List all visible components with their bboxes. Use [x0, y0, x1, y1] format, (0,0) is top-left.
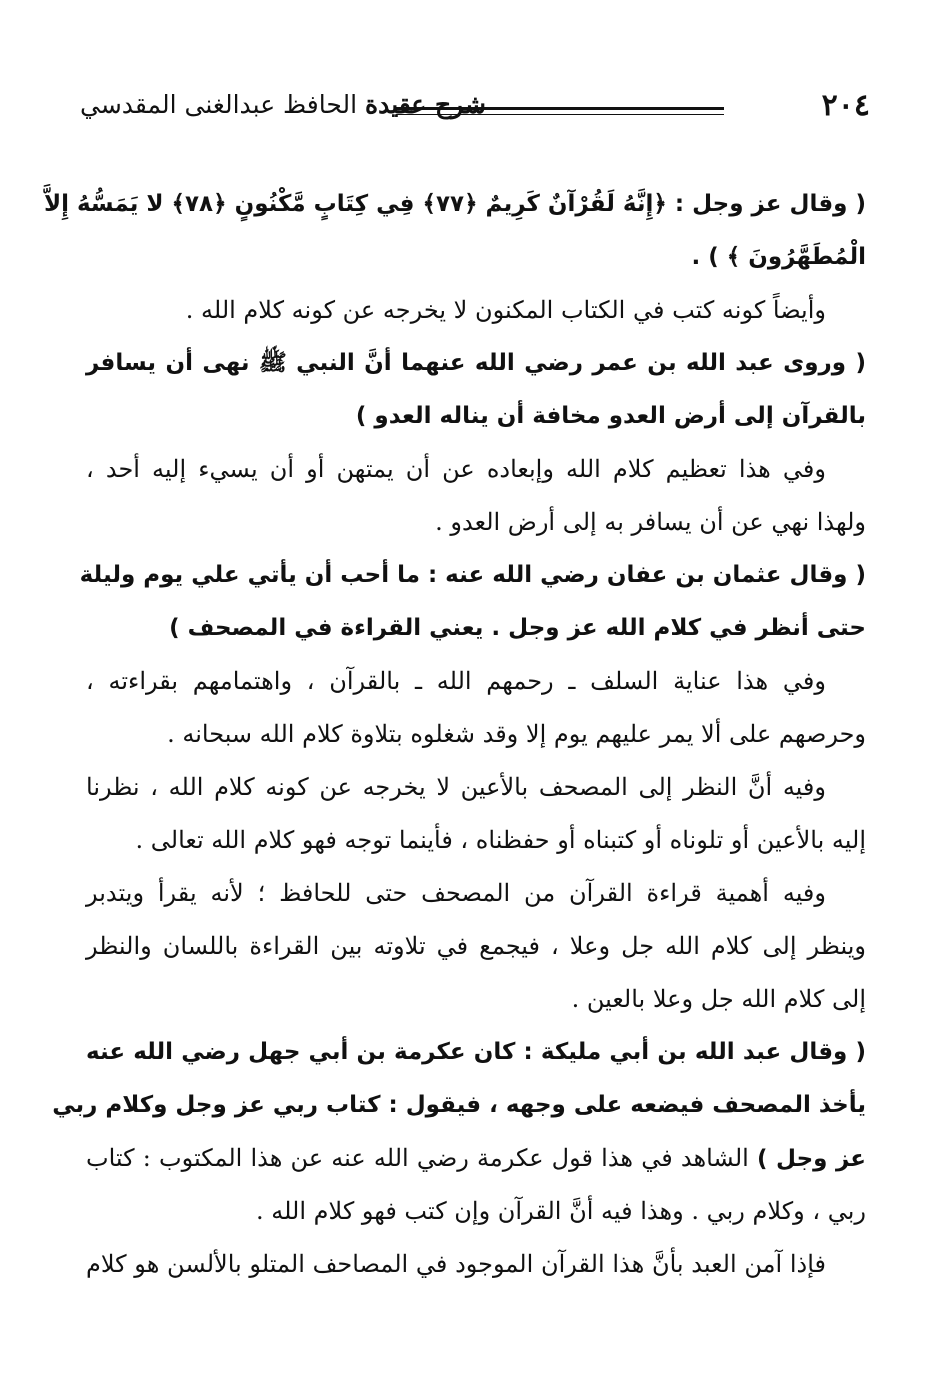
text-line: ( وقال عز وجل : ﴿إِنَّهُ لَقُرْآنٌ كَرِيمٌ ﴿٧٧﴾ فِي كِتَابٍ مَّكْنُونٍ ﴿٧٨﴾ لا يَمَسُّهُ إِلاَّ [43, 191, 866, 217]
text-line: وفي هذا تعظيم كلام الله وإبعاده عن أن يمتهن أو أن يسيء إليه أحد ، [86, 455, 826, 483]
text-line: ( وقال عبد الله بن أبي مليكة : كان عكرمة بن أبي جهل رضي الله عنه [86, 1039, 866, 1065]
text-line: وفيه أنَّ النظر إلى المصحف بالأعين لا يخرجه عن كونه كلام الله ، نظرنا [86, 773, 826, 801]
text-line: إليه بالأعين أو تلوناه أو كتبناه أو حفظناه ، فأينما توجه فهو كلام الله تعالى . [135, 826, 866, 854]
text-line-mixed [86, 1132, 866, 1185]
text-line: وينظر إلى كلام الله جل وعلا ، فيجمع في تلاوته بين القراءة باللسان والنظر [86, 932, 866, 960]
text-line: وأيضاً كونه كتب في الكتاب المكنون لا يخرجه عن كونه كلام الله . [185, 296, 826, 324]
text-line: إلى كلام الله جل وعلا بالعين . [571, 985, 866, 1013]
text-line: ولهذا نهي عن أن يسافر به إلى أرض العدو . [435, 508, 866, 536]
text-line: ( وقال عثمان بن عفان رضي الله عنه : ما أحب أن يأتي علي يوم وليلة [79, 562, 866, 588]
running-title-rest: الحافظ عبدالغنى المقدسي [80, 90, 365, 119]
text-line: ربي ، وكلام ربي . وهذا فيه أنَّ القرآن وإن كتب فهو كلام الله . [255, 1197, 866, 1225]
text-line: يأخذ المصحف فيضعه على وجهه ، فيقول : كتاب ربي عز وجل وكلام ربي [52, 1092, 866, 1118]
commentary-start: الشاهد في هذا قول عكرمة رضي الله عنه عن هذا المكتوب : كتاب [86, 1144, 757, 1172]
text-line: وفي هذا عناية السلف ـ رحمهم الله ـ بالقرآن ، واهتمامهم بقراءته ، [86, 667, 826, 695]
text-line: حتى أنظر في كلام الله عز وجل . يعني القراءة في المصحف ) [169, 615, 866, 641]
text-line: وفيه أهمية قراءة القرآن من المصحف حتى للحافظ ؛ لأنه يقرأ ويتدبر [86, 879, 826, 907]
running-title [80, 90, 486, 119]
page-body [43, 178, 866, 1291]
text-line: ( وروى عبد الله بن عمر رضي الله عنهما أنَّ النبي ﷺ نهى أن يسافر [86, 350, 866, 376]
page-header [80, 88, 870, 128]
running-title-bold: شرح عقيدة [365, 90, 486, 119]
text-line: بالقرآن إلى أرض العدو مخافة أن يناله العدو ) [355, 403, 866, 429]
text-line: الْمُطَهَّرُونَ ﴾ ) . [691, 244, 866, 270]
page-number: ٢٠٤ [821, 88, 870, 123]
text-line: فإذا آمن العبد بأنَّ هذا القرآن الموجود في المصاحف المتلو بالألسن هو كلام [86, 1250, 826, 1278]
text-line: وحرصهم على ألا يمر عليهم يوم إلا وقد شغلوه بتلاوة كلام الله سبحانه . [167, 720, 866, 748]
quote-end: عز وجل ) [756, 1146, 866, 1172]
